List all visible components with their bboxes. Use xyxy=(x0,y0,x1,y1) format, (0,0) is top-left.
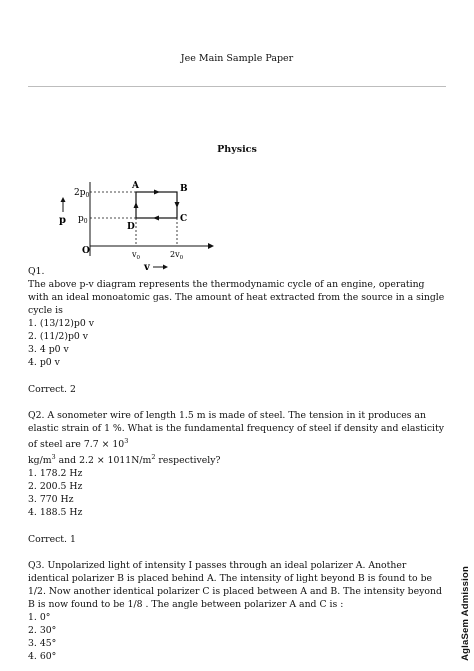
option: 1. 0° xyxy=(28,612,51,624)
x-tick-v0: $v_0$ xyxy=(132,250,141,261)
option: 1. (13/12)p0 v xyxy=(28,318,94,329)
arrow-cd xyxy=(153,216,159,221)
option-list xyxy=(28,317,448,369)
watermark: AglaSem Admission xyxy=(460,566,471,661)
option-list xyxy=(28,611,448,663)
question-3 xyxy=(28,559,448,663)
option: 4. 60° xyxy=(28,651,57,663)
y-tick-2p0: $2p_0$ xyxy=(74,188,90,199)
arrow-da xyxy=(134,202,139,208)
page-header: Jee Main Sample Paper xyxy=(180,53,294,64)
x-axis-arrowhead xyxy=(208,243,214,249)
question-text: Q3. Unpolarized light of intensity I passes through an ideal polarizer A. Another identical polarizer B is placed behind A. The intensity of light beyond B is found to be 1/2. Now another identical polarizer C is placed between A and B. The intensity beyond B is now found to be 1/8 . The angle between polarizer A and C is : xyxy=(28,560,442,611)
y-tick-p0: $p_0$ xyxy=(78,214,88,225)
x-axis-label: v xyxy=(144,262,150,273)
option: 2. (11/2)p0 v xyxy=(28,331,89,342)
corner-b: B xyxy=(180,184,188,194)
y-axis-label: p xyxy=(59,215,66,226)
option: 3. 770 Hz xyxy=(28,494,74,506)
option-list xyxy=(28,467,448,519)
option: 4. 188.5 Hz xyxy=(28,507,83,519)
option: 4. p0 v xyxy=(28,357,60,368)
question-text: Q2. A sonometer wire of length 1.5 m is made of steel. The tension in it produces an elastic strain of 1 %. What is the fundamental frequency of steel if density and elasticity of steel are $7.7 \times 10^3$ $kg/m^3$ and $2.2 \times 1011N/m^2$ respectively? xyxy=(28,410,445,467)
question-number: Q3. xyxy=(28,560,45,572)
option: 2. 200.5 Hz xyxy=(28,481,83,493)
pv-diagram xyxy=(46,176,216,274)
question-1 xyxy=(28,265,448,396)
header-divider xyxy=(28,86,446,87)
origin-label: O xyxy=(82,246,90,256)
question-2 xyxy=(28,409,448,546)
question-number: Q1. xyxy=(28,266,45,277)
question-text: The above p-v diagram represents the thermodynamic cycle of an engine, operating with an ideal monoatomic gas. The amount of heat extracted from the source in a single cycle is xyxy=(28,279,445,316)
section-title: Physics xyxy=(217,144,257,155)
corner-a: A xyxy=(132,181,139,191)
option: 3. 4 p0 v xyxy=(28,344,69,355)
question-number: Q2. xyxy=(28,410,45,421)
cycle-path xyxy=(136,192,177,218)
corner-c: C xyxy=(180,214,188,224)
x-tick-2v0: $2v_0$ xyxy=(170,250,184,261)
option: 3. 45° xyxy=(28,638,57,650)
option: 2. 30° xyxy=(28,625,57,637)
correct-answer: Correct. 2 xyxy=(28,384,76,395)
question-list xyxy=(28,265,448,663)
correct-answer: Correct. 1 xyxy=(28,534,76,546)
corner-d: D xyxy=(127,222,135,232)
option: 1. 178.2 Hz xyxy=(28,468,83,480)
arrow-bc xyxy=(175,202,180,208)
arrow-ab xyxy=(154,190,160,195)
